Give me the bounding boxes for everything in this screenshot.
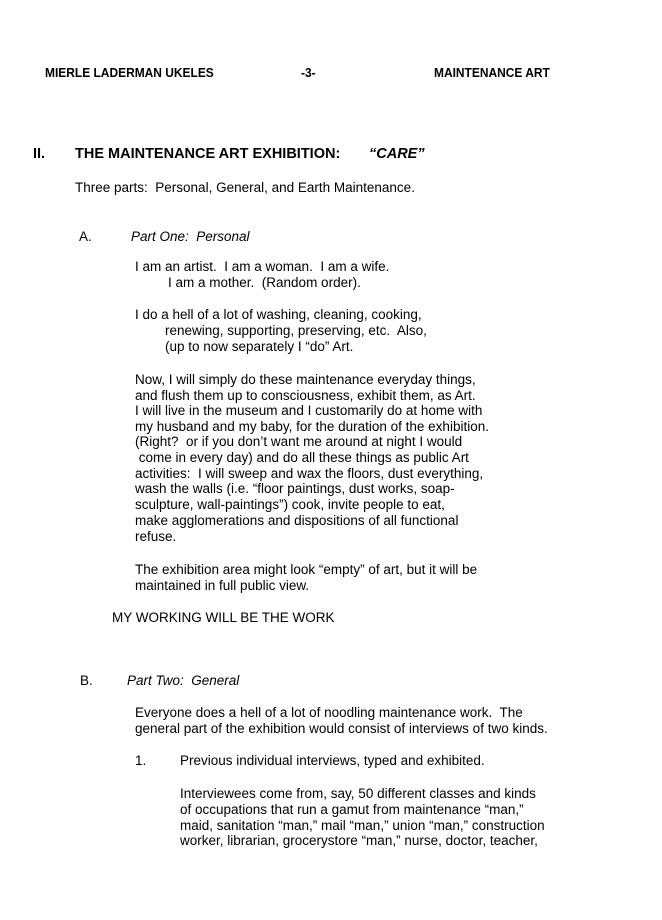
part-a-para2-line: renewing, supporting, preserving, etc. Also, (165, 323, 427, 338)
part-a-para3-line: wash the walls (i.e. “floor paintings, dust works, soap- (135, 481, 455, 496)
section-subtitle: “CARE” (369, 146, 425, 162)
part-b-item1-text: Previous individual interviews, typed and exhibited. (180, 753, 485, 768)
part-a-para2-line: (up to now separately I “do” Art. (165, 339, 354, 354)
part-a-para3-line: and flush them up to consciousness, exhibit them, as Art. (135, 388, 476, 403)
part-a-para1-line: I am an artist. I am a woman. I am a wife. (135, 259, 390, 274)
part-b-letter: B. (80, 673, 93, 688)
part-a-para4-line: maintained in full public view. (135, 578, 310, 593)
part-b-item1-para-line: of occupations that run a gamut from maintenance “man,” (180, 802, 524, 817)
part-a-para3-line: come in every day) and do all these things as public Art (135, 450, 469, 465)
part-a-para3-line: activities: I will sweep and wax the floors, dust everything, (135, 466, 484, 481)
part-b-item1-para-line: maid, sanitation “man,” mail “man,” union “man,” construction (180, 818, 545, 833)
part-a-heading: Part One: Personal (131, 229, 250, 244)
part-a-para1-line: I am a mother. (Random order). (168, 275, 361, 290)
part-a-para2-line: I do a hell of a lot of washing, cleaning, cooking, (135, 307, 422, 322)
part-a-para3-line: make agglomerations and dispositions of all functional (135, 513, 459, 528)
part-b-item1-para-line: Interviewees come from, say, 50 different classes and kinds (180, 786, 536, 801)
part-a-para4-line: The exhibition area might look “empty” of art, but it will be (135, 562, 478, 577)
part-a-letter: A. (79, 229, 92, 244)
section-intro: Three parts: Personal, General, and Earth Maintenance. (75, 180, 415, 195)
header-title: MAINTENANCE ART (434, 65, 550, 80)
part-a-para3-line: I will live in the museum and I customarily do at home with (135, 403, 483, 418)
part-b-para1-line: Everyone does a hell of a lot of noodling maintenance work. The (135, 705, 523, 720)
part-b-para1-line: general part of the exhibition would consist of interviews of two kinds. (135, 721, 548, 736)
part-a-statement: MY WORKING WILL BE THE WORK (112, 610, 335, 625)
part-a-para3-line: refuse. (135, 529, 177, 544)
part-a-para3-line: sculpture, wall-paintings”) cook, invite people to eat, (135, 497, 445, 512)
section-numeral: II. (33, 146, 46, 162)
part-b-item1-number: 1. (135, 753, 147, 768)
part-b-item1-para-line: worker, librarian, grocerystore “man,” nurse, doctor, teacher, (180, 833, 538, 848)
part-a-para3-line: my husband and my baby, for the duration of the exhibition. (135, 419, 489, 434)
header-page-number: -3- (301, 65, 316, 80)
part-a-para3-line: (Right? or if you don’t want me around at night I would (135, 434, 463, 449)
part-a-para3-line: Now, I will simply do these maintenance everyday things, (135, 372, 476, 387)
header-author: MIERLE LADERMAN UKELES (45, 65, 214, 80)
part-b-heading: Part Two: General (127, 673, 240, 688)
section-title: THE MAINTENANCE ART EXHIBITION: (75, 146, 341, 162)
